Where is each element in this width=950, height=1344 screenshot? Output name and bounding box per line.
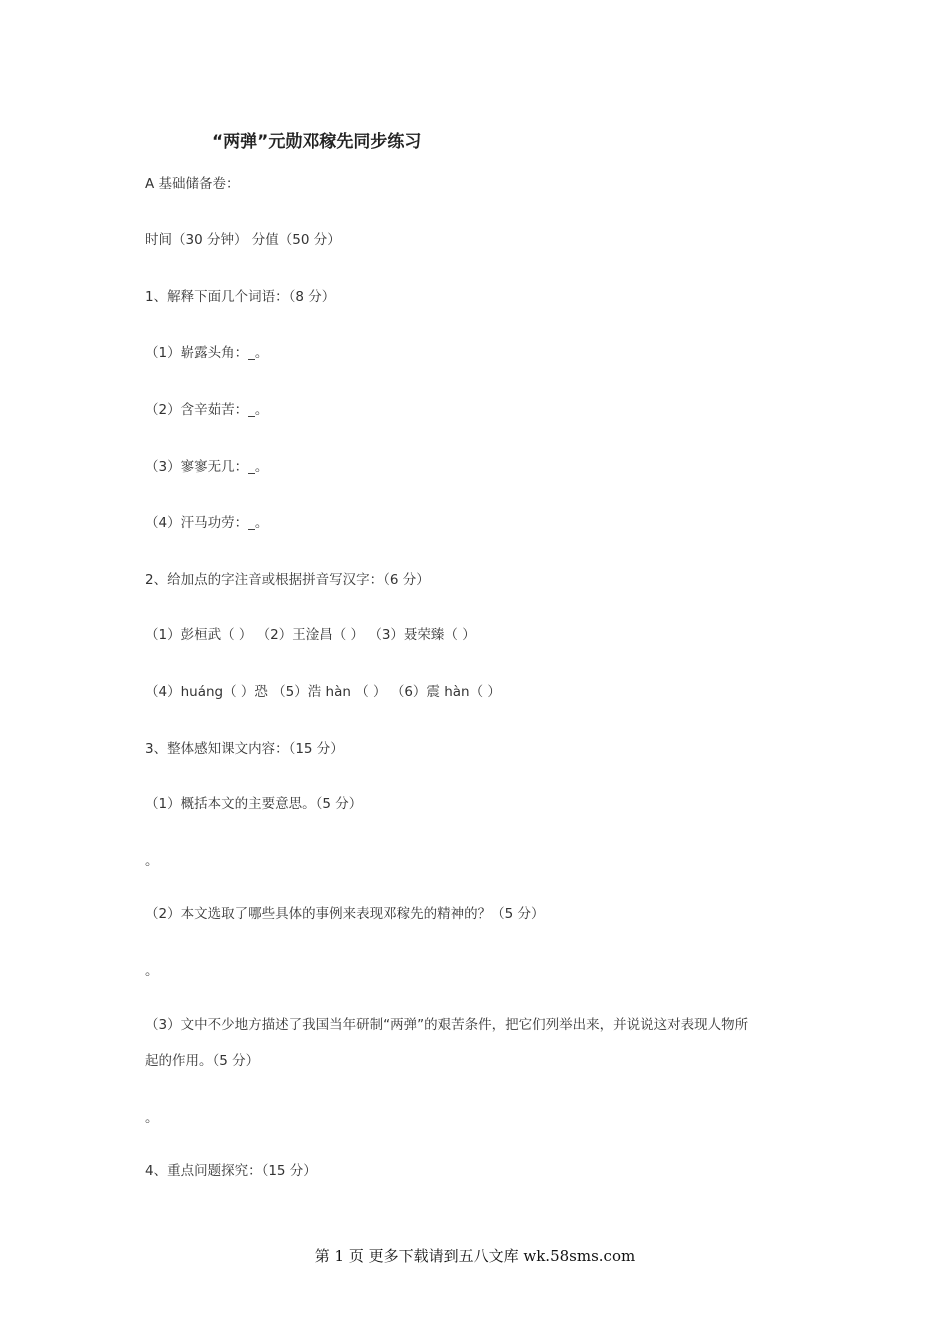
- question-3-heading: 3、整体感知课文内容：（15 分）: [145, 741, 344, 757]
- question-3-sub: （2）本文选取了哪些具体的事例来表现邓稼先的精神的？（5 分）: [145, 906, 545, 922]
- question-3-sub: （3）文中不少地方描述了我国当年研制“两弹”的艰苦条件，把它们列举出来，并说说这对表现人物所: [145, 1017, 749, 1033]
- question-3-sub: （1）概括本文的主要意思。（5 分）: [145, 796, 363, 812]
- question-2-line: （4）huáng（ ）恐 （5）浩 hàn （ ） （6）震 hàn（ ）: [145, 684, 501, 700]
- question-1-heading: 1、解释下面几个词语：（8 分）: [145, 289, 336, 305]
- answer-blank: 。: [145, 963, 159, 979]
- answer-blank: 。: [145, 1110, 159, 1126]
- question-1-item: （3）寥寥无几：_。: [145, 459, 269, 475]
- question-1-item: （1）崭露头角：_。: [145, 345, 269, 361]
- answer-blank: 。: [145, 853, 159, 869]
- section-a-label: A 基础储备卷：: [145, 176, 240, 192]
- question-3-sub-cont: 起的作用。（5 分）: [145, 1053, 260, 1069]
- document-title: “两弹”元勋邓稼先同步练习: [212, 132, 422, 152]
- question-2-line: （1）彭桓武（ ） （2）王淦昌（ ） （3）聂荣臻（ ）: [145, 627, 476, 643]
- question-1-item: （4）汗马功劳：_。: [145, 515, 269, 531]
- question-1-item: （2）含辛茹苦：_。: [145, 402, 269, 418]
- page-footer: 第 1 页 更多下载请到五八文库 wk.58sms.com: [314, 1247, 636, 1265]
- question-4-heading: 4、重点问题探究：（15 分）: [145, 1163, 317, 1179]
- question-2-heading: 2、给加点的字注音或根据拼音写汉字：（6 分）: [145, 572, 430, 588]
- time-score-info: 时间（30 分钟） 分值（50 分）: [145, 232, 341, 248]
